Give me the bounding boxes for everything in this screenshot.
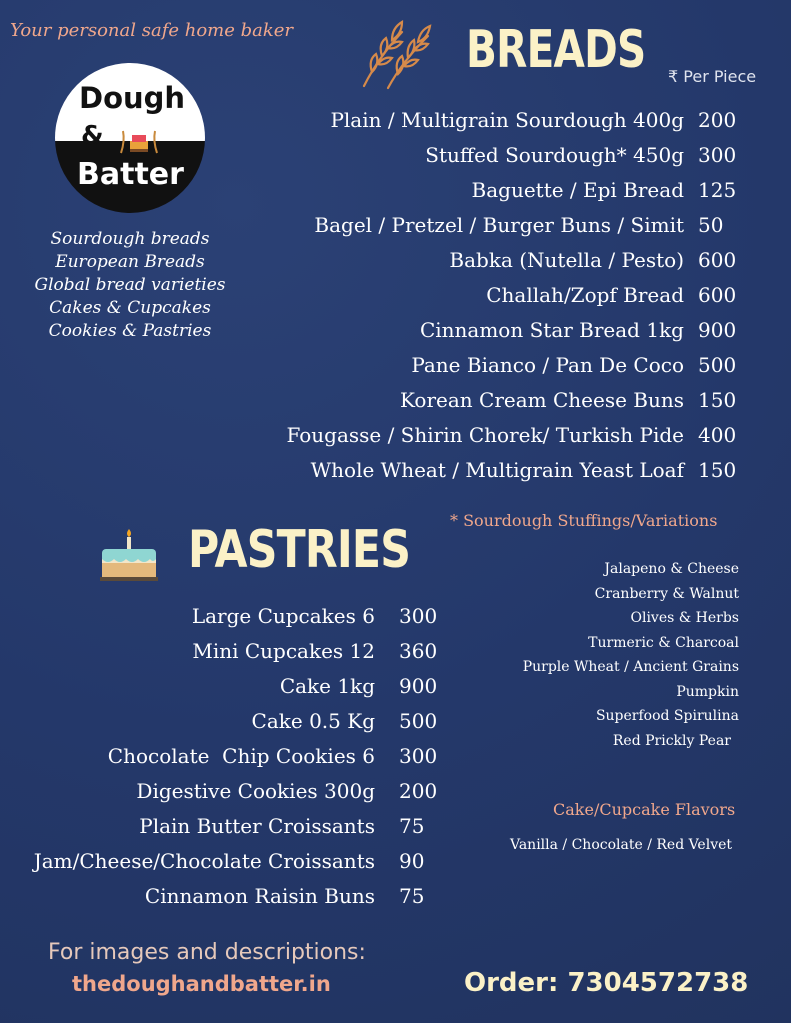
item-name: Cinnamon Raisin Buns: [144, 884, 375, 908]
item-name: Babka (Nutella / Pesto): [449, 248, 684, 272]
item-name: Baguette / Epi Bread: [471, 178, 684, 202]
item-price: 300: [399, 604, 438, 628]
list-item: Superfood Spirulina: [595, 708, 739, 724]
specialty-item: European Breads: [55, 252, 205, 272]
item-name: Cake 1kg: [279, 674, 375, 698]
item-name: Korean Cream Cheese Buns: [400, 388, 684, 412]
item-price: 600: [698, 248, 737, 272]
list-item: [0, 143, 791, 178]
list-item: [0, 884, 791, 919]
item-name: Cinnamon Star Bread 1kg: [419, 318, 684, 342]
list-item: Olives & Herbs: [630, 610, 739, 626]
list-item: [0, 388, 791, 423]
list-item: [0, 353, 791, 388]
item-price: 150: [698, 458, 737, 482]
item-price: 360: [399, 639, 438, 663]
list-item: Cranberry & Walnut: [594, 585, 739, 602]
wheat-icon: [358, 12, 442, 90]
flavors-heading: Cake/Cupcake Flavors: [553, 800, 736, 819]
item-price: 900: [399, 674, 438, 698]
list-item: Jalapeno & Cheese: [604, 561, 739, 577]
list-item: [0, 604, 791, 639]
list-item: [0, 674, 791, 709]
item-price: 400: [698, 423, 737, 447]
list-item: [0, 709, 791, 744]
list-item: [0, 213, 791, 248]
website-link[interactable]: thedoughandbatter.in: [72, 972, 331, 996]
item-name: Large Cupcakes 6: [191, 604, 375, 628]
item-price: 50: [698, 213, 724, 237]
item-name: Chocolate Chip Cookies 6: [107, 744, 375, 768]
item-name: Stuffed Sourdough* 450g: [425, 143, 684, 167]
item-name: Plain Butter Croissants: [139, 814, 375, 838]
item-price: 600: [698, 283, 737, 307]
item-name: Fougasse / Shirin Chorek/ Turkish Pide: [286, 423, 684, 447]
list-item: [0, 318, 791, 353]
item-name: Challah/Zopf Bread: [486, 283, 684, 307]
list-item: Red Prickly Pear: [612, 732, 731, 749]
list-item: [0, 178, 791, 213]
list-item: Purple Wheat / Ancient Grains: [522, 659, 739, 675]
stuffings-heading: * Sourdough Stuffings/Variations: [450, 511, 718, 530]
tagline: Your personal safe home baker: [10, 20, 294, 41]
item-price: 200: [399, 779, 438, 803]
list-item: [0, 458, 791, 493]
list-item: [0, 744, 791, 779]
item-name: Plain / Multigrain Sourdough 400g: [330, 108, 684, 132]
item-price: 300: [698, 143, 737, 167]
footer-note: For images and descriptions:: [48, 940, 366, 965]
specialty-item: Cookies & Pastries: [48, 321, 212, 341]
item-name: Pane Bianco / Pan De Coco: [411, 353, 684, 377]
item-price: 150: [698, 388, 737, 412]
price-unit-note: ₹ Per Piece: [668, 67, 757, 86]
item-price: 75: [399, 884, 425, 908]
list-item: [0, 849, 791, 884]
item-name: Jam/Cheese/Chocolate Croissants: [33, 849, 375, 873]
item-name: Cake 0.5 Kg: [251, 709, 375, 733]
list-item: [0, 639, 791, 674]
specialty-item: Sourdough breads: [50, 229, 210, 249]
list-item: [0, 283, 791, 318]
birthday-cake-icon: [98, 527, 160, 585]
item-price: 90: [399, 849, 425, 873]
flavors-text: Vanilla / Chocolate / Red Velvet: [510, 837, 733, 853]
specialty-item: Cakes & Cupcakes: [49, 298, 211, 318]
item-name: Digestive Cookies 300g: [136, 779, 375, 803]
logo-line-2: &: [81, 121, 104, 151]
specialty-item: Global bread varieties: [34, 275, 226, 295]
order-phone[interactable]: Order: 7304572738: [464, 968, 749, 998]
item-price: 500: [399, 709, 438, 733]
item-price: 900: [698, 318, 737, 342]
item-name: Whole Wheat / Multigrain Yeast Loaf: [310, 458, 684, 482]
list-item: [0, 423, 791, 458]
item-name: Bagel / Pretzel / Burger Buns / Simit: [314, 213, 684, 237]
item-price: 300: [399, 744, 438, 768]
breads-heading: BREADS: [466, 20, 646, 80]
list-item: Pumpkin: [676, 683, 739, 700]
item-price: 75: [399, 814, 425, 838]
item-price: 200: [698, 108, 737, 132]
item-price: 500: [698, 353, 737, 377]
list-item: Turmeric & Charcoal: [588, 634, 739, 651]
list-item: [0, 108, 791, 143]
list-item: [0, 248, 791, 283]
logo-line-3: Batter: [77, 157, 184, 192]
item-name: Mini Cupcakes 12: [192, 639, 375, 663]
item-price: 125: [698, 178, 737, 202]
pastries-heading: PASTRIES: [188, 520, 411, 580]
logo-line-1: Dough: [79, 81, 186, 115]
